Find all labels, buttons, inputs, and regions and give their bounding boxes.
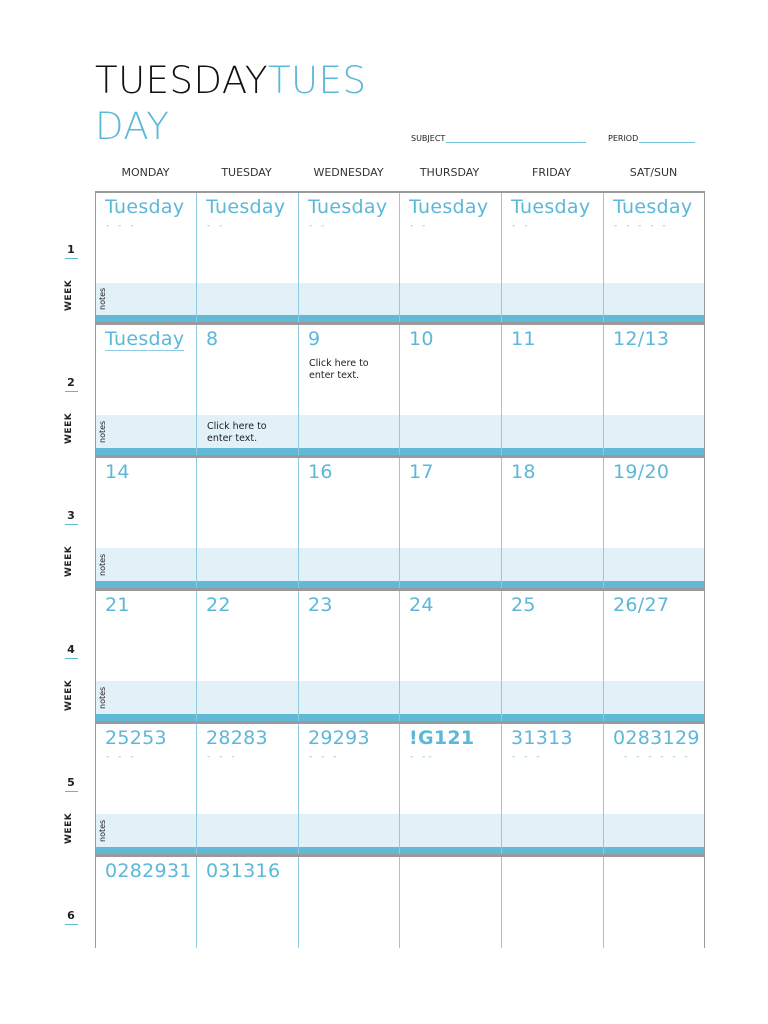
day-cell[interactable]	[400, 857, 502, 948]
day-cell[interactable]	[502, 325, 604, 455]
day-number: Tuesday	[206, 196, 286, 218]
day-cell[interactable]	[299, 325, 400, 455]
day-number: 8	[206, 328, 219, 350]
notes-label: notes	[98, 686, 107, 709]
week-label: WEEK	[64, 412, 74, 444]
dash-mark: - - -	[309, 752, 340, 762]
week-number-underline	[65, 924, 78, 925]
week-label: WEEK	[64, 545, 74, 577]
day-number: 21	[105, 594, 130, 616]
cell-placeholder[interactable]: Click here to enter text.	[309, 358, 369, 381]
day-cell[interactable]	[197, 325, 299, 455]
title-part-1: TUESDAY	[95, 59, 268, 102]
week-number-underline	[65, 791, 78, 792]
day-number: 25253	[105, 727, 167, 749]
day-cell[interactable]	[96, 857, 197, 948]
notes-label: notes	[98, 553, 107, 576]
day-cell[interactable]	[197, 591, 299, 721]
page-title	[95, 58, 395, 150]
day-number: 19/20	[613, 461, 670, 483]
day-cell[interactable]	[502, 193, 604, 322]
day-cell[interactable]	[96, 458, 197, 588]
day-cell[interactable]	[299, 591, 400, 721]
day-cell[interactable]	[502, 591, 604, 721]
day-cell[interactable]	[299, 458, 400, 588]
day-number: Tuesday	[409, 196, 489, 218]
week-3-row	[95, 456, 705, 589]
week-number-underline	[65, 658, 78, 659]
week-label: WEEK	[64, 679, 74, 711]
day-number: 14	[105, 461, 130, 483]
dash-mark: - -	[309, 221, 328, 231]
day-number: 26/27	[613, 594, 670, 616]
subject-line[interactable]	[446, 134, 586, 143]
day-number: 18	[511, 461, 536, 483]
notes-placeholder[interactable]: Click here to enter text.	[207, 421, 267, 444]
day-number: Tuesday	[511, 196, 591, 218]
period-field[interactable]	[608, 134, 695, 143]
day-number: 0283129	[613, 727, 700, 749]
day-cell[interactable]	[604, 325, 704, 455]
title-part-3: DAY	[95, 105, 170, 148]
day-number: 24	[409, 594, 434, 616]
day-number: 29293	[308, 727, 370, 749]
day-header-tuesday: TUESDAY	[221, 166, 272, 179]
day-cell[interactable]	[502, 857, 604, 948]
week-label: WEEK	[64, 279, 74, 311]
dash-mark: - - - - - -	[624, 752, 691, 762]
week-number: 5	[67, 776, 75, 789]
day-number: 10	[409, 328, 434, 350]
day-cell[interactable]	[502, 458, 604, 588]
notes-label: notes	[98, 819, 107, 842]
week-6-row	[95, 855, 705, 948]
week-label: WEEK	[64, 812, 74, 844]
day-cell[interactable]	[299, 193, 400, 322]
day-cell[interactable]	[96, 724, 197, 854]
day-cell[interactable]	[604, 857, 704, 948]
day-cell[interactable]	[604, 724, 704, 854]
week-number: 1	[67, 243, 75, 256]
day-cell[interactable]	[400, 458, 502, 588]
dash-mark: - - -	[106, 752, 137, 762]
day-number: 31313	[511, 727, 573, 749]
week-2-row	[95, 323, 705, 456]
week-number: 6	[67, 909, 75, 922]
day-cell[interactable]	[400, 591, 502, 721]
week-number: 4	[67, 643, 75, 656]
day-cell[interactable]	[604, 458, 704, 588]
day-cell[interactable]	[299, 857, 400, 948]
title-part-2: TUES	[267, 59, 367, 102]
week-number: 3	[67, 509, 75, 522]
dash-mark: - - -	[512, 752, 543, 762]
dash-mark: - -	[512, 221, 531, 231]
day-cell[interactable]	[299, 724, 400, 854]
week-number-underline	[65, 391, 78, 392]
dash-mark: - - -	[106, 221, 137, 231]
day-number: 25	[511, 594, 536, 616]
day-number: Tuesday	[308, 196, 388, 218]
dash-mark: - -	[410, 221, 429, 231]
week-number-underline	[65, 258, 78, 259]
week-5-row	[95, 722, 705, 855]
day-number: 12/13	[613, 328, 670, 350]
week-4-row	[95, 589, 705, 722]
week-1-row	[95, 191, 705, 323]
day-number: 22	[206, 594, 231, 616]
day-cell[interactable]	[96, 591, 197, 721]
day-cell[interactable]	[400, 724, 502, 854]
dash-mark: - -	[207, 221, 226, 231]
day-header-satsun: SAT/SUN	[629, 166, 678, 179]
day-cell[interactable]	[400, 325, 502, 455]
day-number: 17	[409, 461, 434, 483]
day-cell[interactable]	[604, 591, 704, 721]
day-header-friday: FRIDAY	[532, 166, 571, 179]
day-header-monday: MONDAY	[121, 166, 170, 179]
notes-label: notes	[98, 420, 107, 443]
dash-mark: - --	[410, 752, 435, 762]
day-cell[interactable]	[197, 193, 299, 322]
day-cell[interactable]	[197, 857, 299, 948]
day-cell[interactable]	[197, 724, 299, 854]
day-cell[interactable]	[604, 193, 704, 322]
day-header-wednesday: WEDNESDAY	[313, 166, 384, 179]
day-cell[interactable]	[96, 325, 197, 455]
day-cell[interactable]	[502, 724, 604, 854]
day-number: Tuesday	[105, 328, 185, 350]
day-number: 0282931	[105, 860, 192, 882]
day-cell[interactable]	[400, 193, 502, 322]
dash-mark: - - -	[207, 752, 238, 762]
notes-label: notes	[98, 287, 107, 310]
day-number: 23	[308, 594, 333, 616]
subject-field[interactable]	[411, 134, 586, 143]
week-number-underline	[65, 524, 78, 525]
subject-label: SUBJECT	[411, 134, 446, 143]
day-number: 031316	[206, 860, 281, 882]
week-number: 2	[67, 376, 75, 389]
period-line[interactable]	[639, 134, 695, 143]
day-number: 11	[511, 328, 536, 350]
day-number: 16	[308, 461, 333, 483]
day-header-thursday: THURSDAY	[419, 166, 480, 179]
day-number: Tuesday	[613, 196, 693, 218]
day-cell[interactable]	[96, 193, 197, 322]
day-number: 9	[308, 328, 321, 350]
dash-mark: - - - - -	[614, 221, 669, 231]
day-number: 28283	[206, 727, 268, 749]
period-label: PERIOD	[608, 134, 639, 143]
day-cell[interactable]	[197, 458, 299, 588]
day-number: !G121	[409, 727, 475, 749]
day-number: Tuesday	[105, 196, 185, 218]
